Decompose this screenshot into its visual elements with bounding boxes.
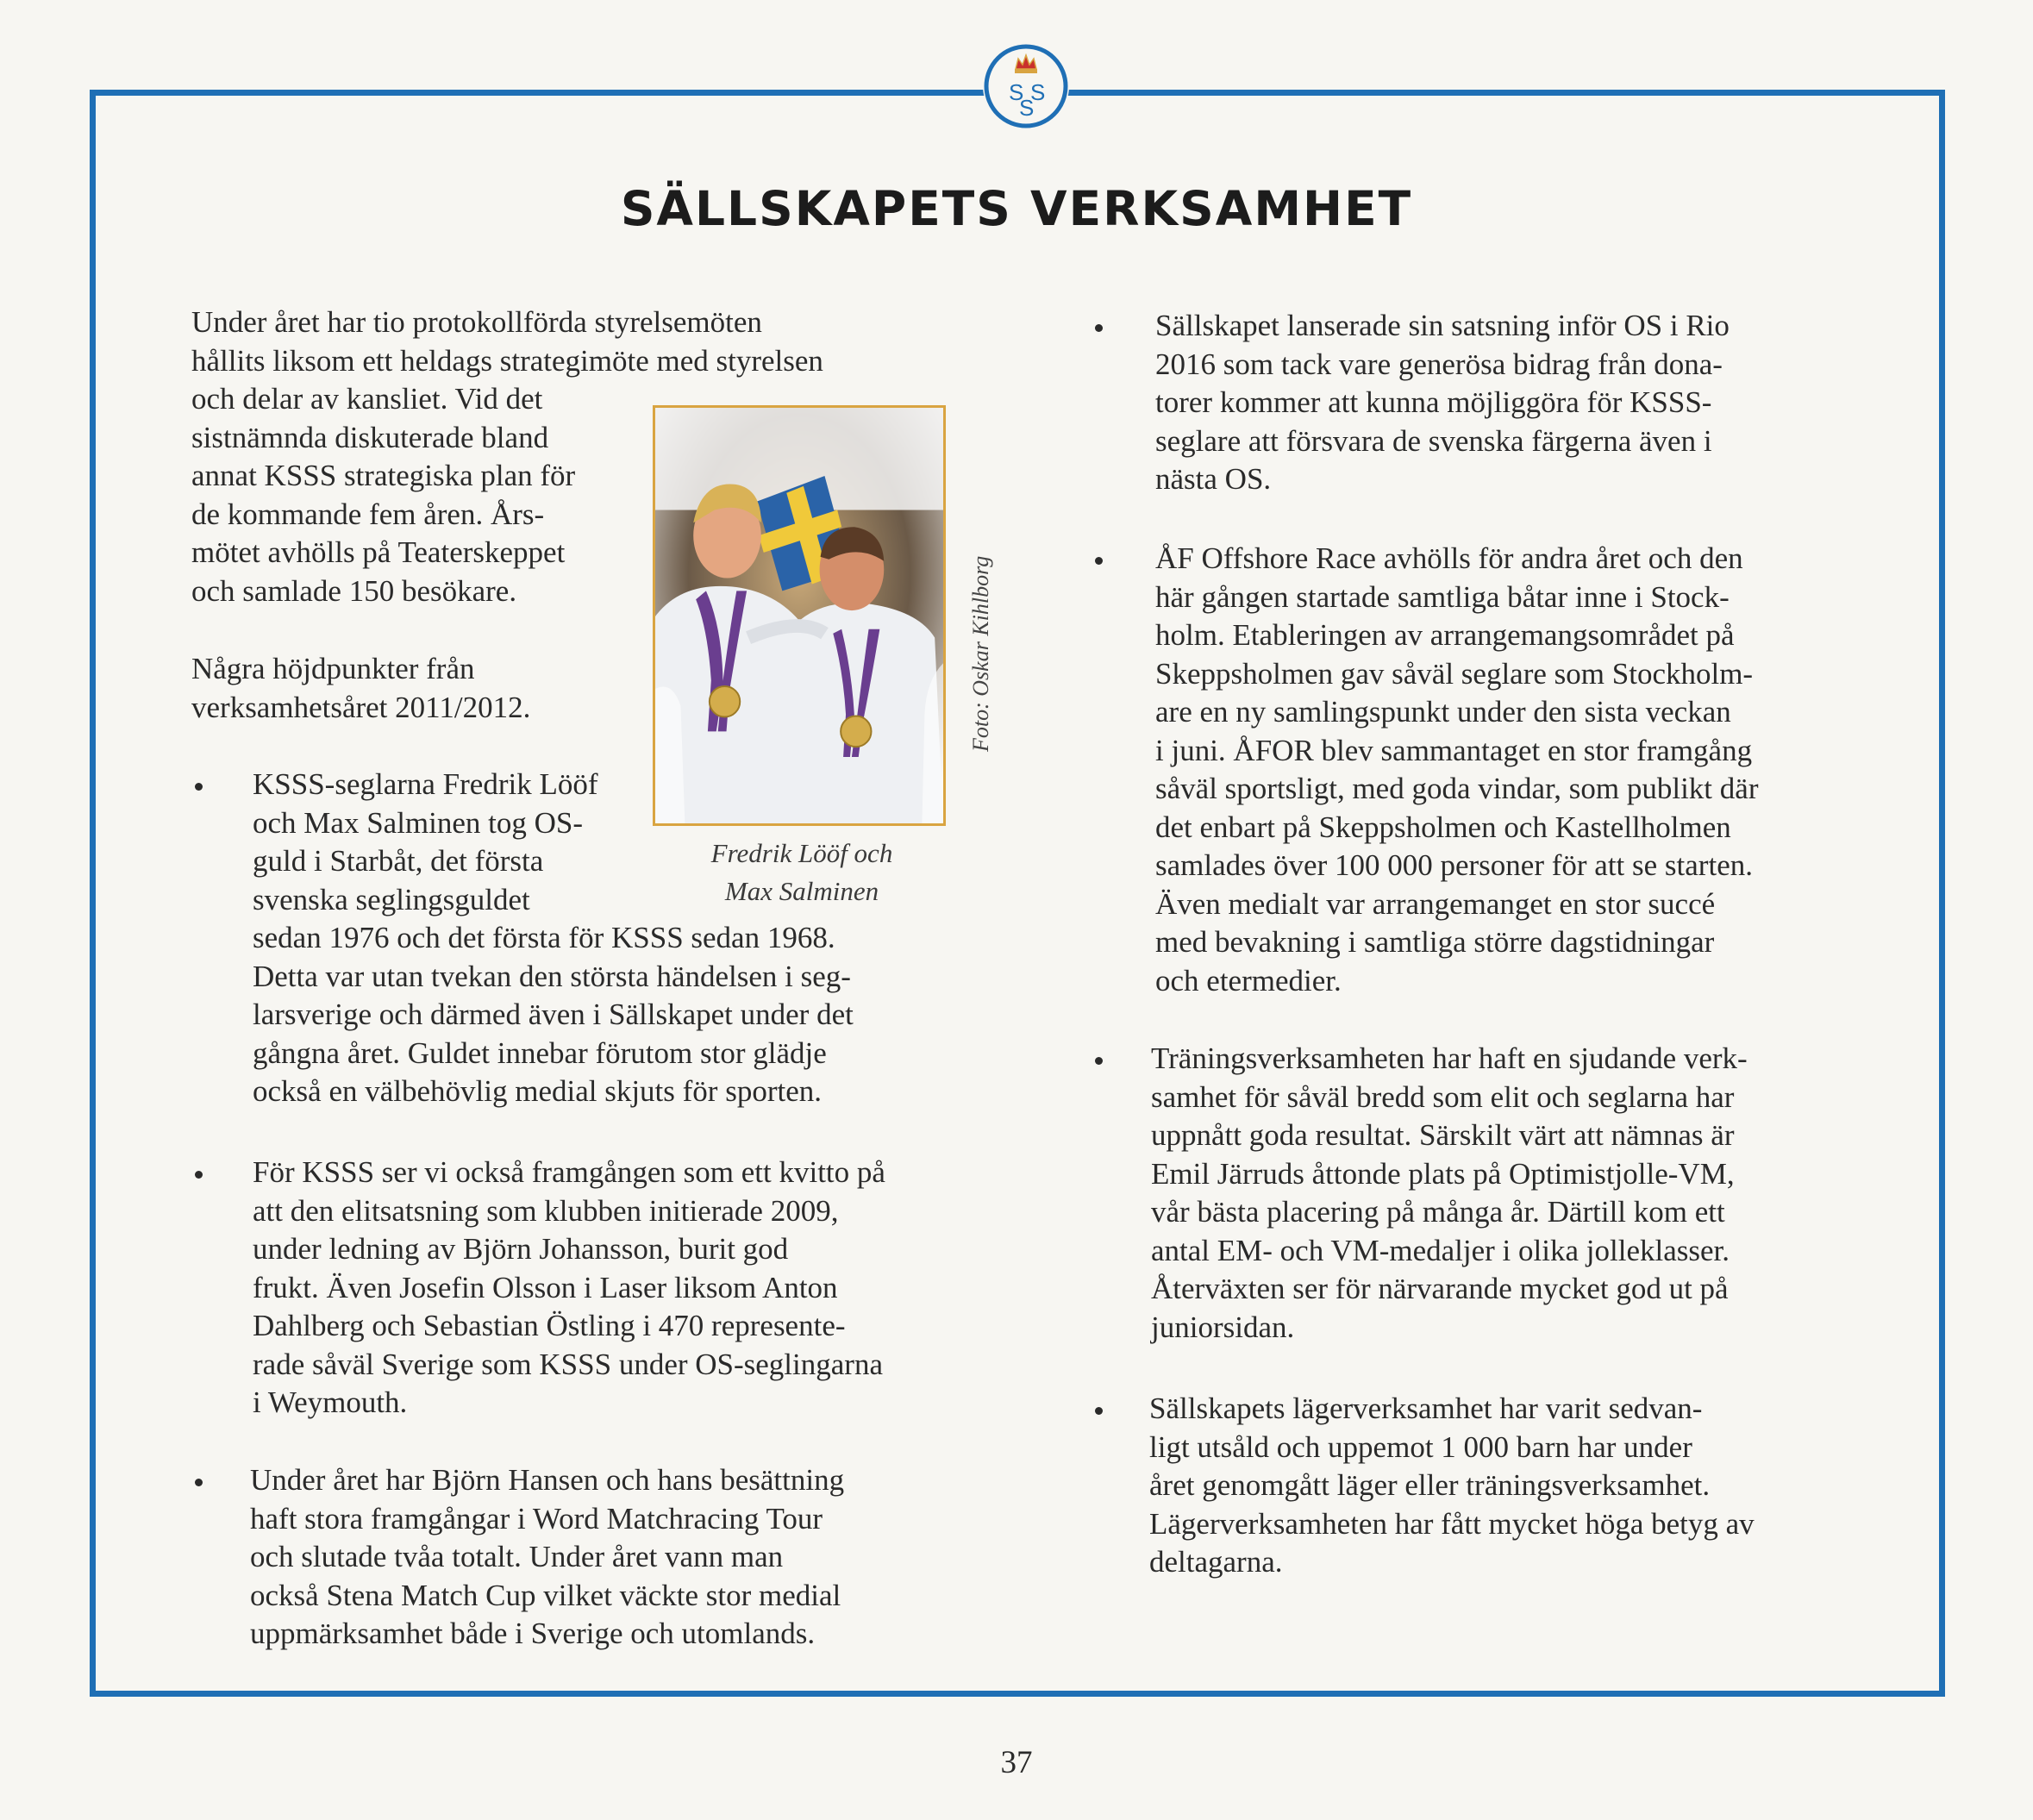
bullet-item-training <box>1092 1040 1867 1347</box>
photo-credit <box>947 555 998 759</box>
text-line: Sällskapets lägerverksamhet har varit sedvan- <box>1149 1392 1703 1425</box>
bullet-item-elite <box>191 1154 967 1423</box>
text-line: sedan 1976 och det första för KSSS sedan 1968. <box>253 921 835 954</box>
text-line: och samlade 150 besökare. <box>191 573 517 608</box>
text-line: svenska seglingsguldet <box>253 882 530 916</box>
text-line: och etermedier. <box>1155 963 1342 998</box>
text-line: sistnämnda diskuterade bland <box>191 420 549 454</box>
text-line: KSSS-seglarna Fredrik Lööf <box>253 767 598 801</box>
caption-line: Fredrik Lööf och <box>710 838 893 868</box>
text-line: Under året har tio protokollförda styrelsemöten <box>191 305 762 339</box>
bullet-item-camps <box>1092 1390 1867 1582</box>
text-line: För KSSS ser vi också framgången som ett kvitto på <box>253 1155 885 1189</box>
bullet-dot <box>1095 557 1103 565</box>
text-line: haft stora framgångar i Word Matchracing Tour <box>250 1501 823 1535</box>
text-line: uppnått goda resultat. Särskilt värt att nämnas är <box>1151 1118 1735 1152</box>
text-line: Sällskapet lanserade sin satsning inför OS i Rio <box>1155 309 1730 342</box>
text-line: året genomgått läger eller träningsverksamhet. <box>1149 1468 1711 1502</box>
text-line: att den elitsatsning som klubben initierade 2009, <box>253 1193 839 1228</box>
text-line: Under året har Björn Hansen och hans besättning <box>250 1463 845 1497</box>
bullet-dot <box>195 783 203 791</box>
svg-text:S: S <box>1009 79 1024 105</box>
text-line: annat KSSS strategiska plan för <box>191 459 576 492</box>
text-line: under ledning av Björn Johansson, burit god <box>253 1232 789 1266</box>
text-line: vår bästa placering på många år. Därtill kom ett <box>1151 1195 1725 1229</box>
text-line: nästa OS. <box>1155 462 1272 496</box>
page-number: 37 <box>1000 1745 1033 1780</box>
text-line: samlades över 100 000 personer för att se starten. <box>1155 848 1753 882</box>
text-line: larsverige och därmed även i Sällskapet under det <box>253 998 854 1031</box>
bullet-dot <box>1095 1407 1103 1415</box>
text-line: de kommande fem åren. Års- <box>191 497 545 531</box>
text-line: uppmärksamhet både i Sverige och utomlands. <box>250 1617 816 1650</box>
page-title: SÄLLSKAPETS VERKSAMHET <box>620 181 1413 236</box>
text-line: guld i Starbåt, det första <box>253 844 544 878</box>
text-line: också en välbehövlig medial skjuts för sporten. <box>253 1074 822 1108</box>
sailors-photo <box>653 405 946 826</box>
bullet-dot <box>195 1171 203 1179</box>
text-line: seglare att försvara de svenska färgerna även i <box>1155 423 1712 458</box>
text-line: Skeppsholmen gav såväl seglare som Stockholm- <box>1155 656 1754 691</box>
bullet-item-offshore-race <box>1092 540 1867 1000</box>
text-line: antal EM- och VM-medaljer i olika jolleklasser. <box>1151 1233 1730 1267</box>
text-line: juniorsidan. <box>1151 1310 1295 1344</box>
text-line: Detta var utan tvekan den största händelsen i seg- <box>253 959 851 993</box>
text-line: verksamhetsåret 2011/2012. <box>191 690 531 724</box>
text-line: och delar av kansliet. Vid det <box>191 382 543 416</box>
text-line: här gången startade samtliga båtar inne i Stock- <box>1155 579 1730 614</box>
text-line: gångna året. Guldet innebar förutom stor glädje <box>253 1035 827 1070</box>
text-line: Träningsverksamheten har haft en sjudande verk- <box>1151 1041 1748 1075</box>
svg-text:S: S <box>1019 95 1035 121</box>
text-line: och Max Salminen tog OS- <box>253 805 584 840</box>
text-line: Några höjdpunkter från <box>191 652 475 685</box>
bullet-dot <box>195 1479 203 1486</box>
text-line: Emil Järruds åttonde plats på Optimistjolle-VM, <box>1151 1156 1735 1191</box>
text-line: såväl sportsligt, med goda vindar, som publikt där <box>1155 772 1759 805</box>
text-line: rade såväl Sverige som KSSS under OS-seglingarna <box>253 1347 883 1381</box>
text-line: Även medialt var arrangemanget en stor succé <box>1155 886 1716 921</box>
text-line: samhet för såväl bredd som elit och seglarna har <box>1151 1079 1735 1114</box>
photo-image <box>655 408 943 823</box>
bullet-item-matchracing <box>191 1461 967 1654</box>
text-line: ÅF Offshore Race avhölls för andra året och den <box>1155 541 1743 575</box>
bullet-dot <box>1095 1057 1103 1065</box>
text-line: i juni. ÅFOR blev sammantaget en stor framgång <box>1155 733 1753 767</box>
text-line: mötet avhölls på Teaterskeppet <box>191 535 566 569</box>
caption-line: Max Salminen <box>724 876 879 906</box>
ksss-logo <box>983 43 1069 129</box>
text-line: Lägerverksamheten har fått mycket höga betyg av <box>1149 1506 1755 1541</box>
text-line: ligt utsåld och uppemot 1 000 barn har under <box>1149 1429 1692 1464</box>
highlights-intro <box>191 650 640 727</box>
photo-credit-text: Foto: Oskar Kihlborg <box>968 555 993 752</box>
text-line: holm. Etableringen av arrangemangsområdet på <box>1155 618 1735 652</box>
text-line: och slutade tvåa totalt. Under året vann man <box>250 1540 784 1573</box>
text-line: hållits liksom ett heldags strategimöte med styrelsen <box>191 343 823 378</box>
text-line: 2016 som tack vare generösa bidrag från dona- <box>1155 347 1723 381</box>
text-line: i Weymouth. <box>253 1385 408 1419</box>
svg-text:S: S <box>1030 79 1046 105</box>
photo-caption <box>655 835 948 910</box>
text-line: Återväxten ser för närvarande mycket god ut på <box>1151 1272 1729 1305</box>
text-line: torer kommer att kunna möjliggöra för KSSS- <box>1155 385 1712 419</box>
bullet-item-rio-2016 <box>1092 307 1867 499</box>
text-line: det enbart på Skeppsholmen och Kastellholmen <box>1155 810 1731 844</box>
text-line: också Stena Match Cup vilket väckte stor medial <box>250 1578 841 1612</box>
text-line: are en ny samlingspunkt under den sista veckan <box>1155 695 1731 729</box>
text-line: Dahlberg och Sebastian Östling i 470 represente- <box>253 1309 846 1342</box>
ksss-emblem-icon <box>983 43 1069 129</box>
text-line: frukt. Även Josefin Olsson i Laser liksom Anton <box>253 1270 838 1304</box>
bullet-dot <box>1095 324 1103 332</box>
text-line: med bevakning i samtliga större dagstidningar <box>1155 925 1715 959</box>
text-line: deltagarna. <box>1149 1545 1283 1579</box>
